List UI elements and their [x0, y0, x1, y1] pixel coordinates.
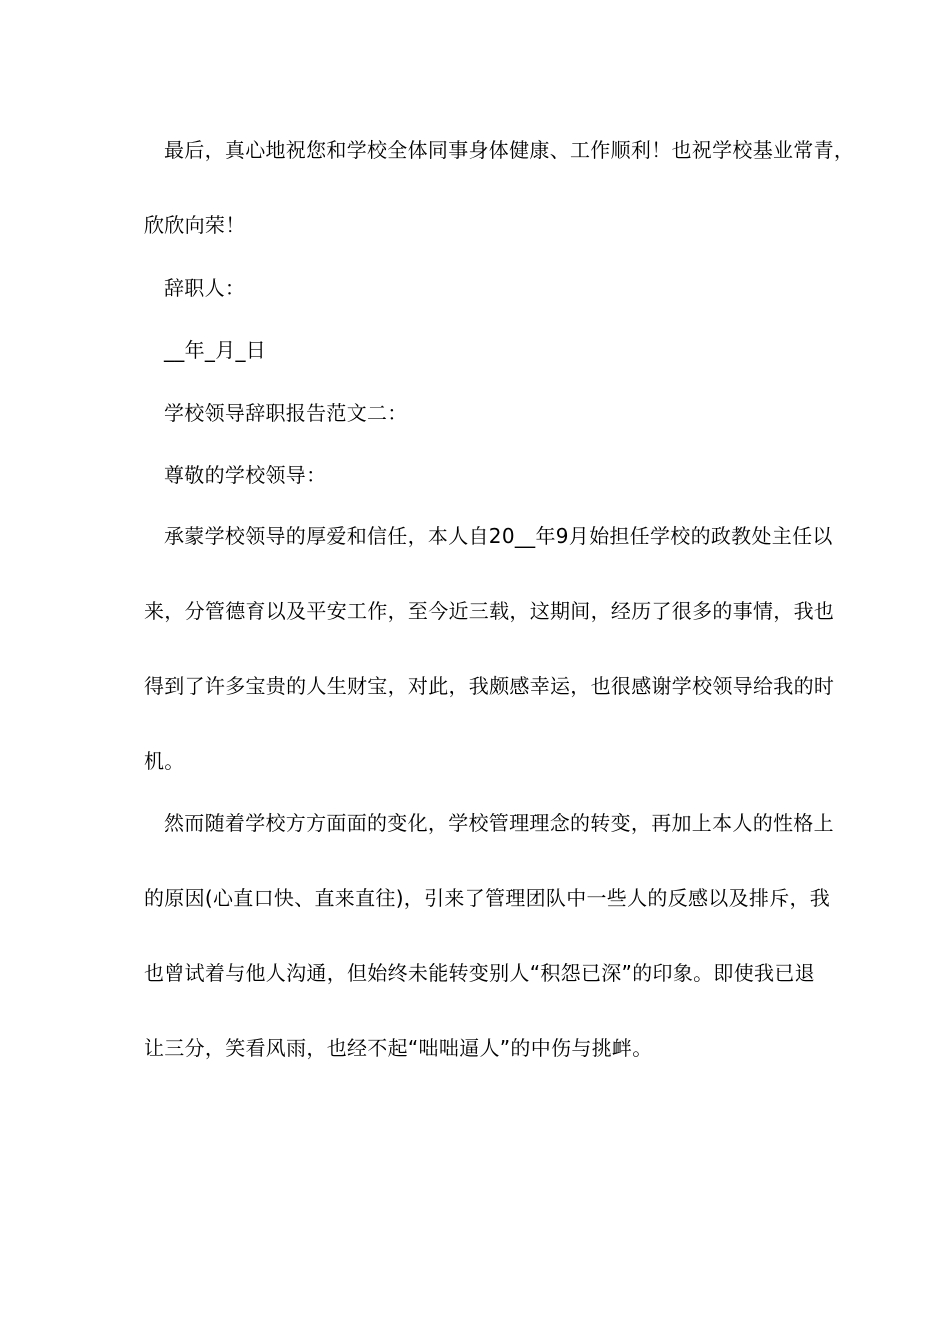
section-heading: 学校领导辞职报告范文二：: [164, 401, 408, 425]
paragraph-1-line-1: 承蒙学校领导的厚爱和信任，本人自20__年9月始担任学校的政教处主任以: [164, 524, 833, 548]
paragraph-closing-wishes-line-2: 欣欣向荣！: [144, 213, 246, 237]
paragraph-2-line-3: 也曾试着与他人沟通，但始终未能转变别人“积怨已深”的印象。即使我已退: [144, 961, 815, 985]
salutation: 尊敬的学校领导：: [164, 463, 327, 487]
date-line: __年_月_日: [164, 338, 267, 362]
paragraph-2-line-2: 的原因(心直口快、直来直往)，引来了管理团队中一些人的反感以及排斥，我: [144, 886, 831, 910]
paragraph-closing-wishes-line-1: 最后，真心地祝您和学校全体同事身体健康、工作顺利！也祝学校基业常青，: [164, 138, 855, 162]
paragraph-1-line-3: 得到了许多宝贵的人生财宝，对此，我颇感幸运，也很感谢学校领导给我的时: [144, 674, 835, 698]
paragraph-1-line-4: 机。: [144, 749, 185, 773]
signature-label: 辞职人：: [164, 276, 246, 300]
paragraph-2-line-1: 然而随着学校方方面面的变化，学校管理理念的转变，再加上本人的性格上: [164, 811, 834, 835]
paragraph-2-line-4: 让三分，笑看风雨，也经不起“咄咄逼人”的中伤与挑衅。: [144, 1036, 653, 1060]
paragraph-1-line-2: 来，分管德育以及平安工作，至今近三载，这期间，经历了很多的事情，我也: [144, 599, 835, 623]
